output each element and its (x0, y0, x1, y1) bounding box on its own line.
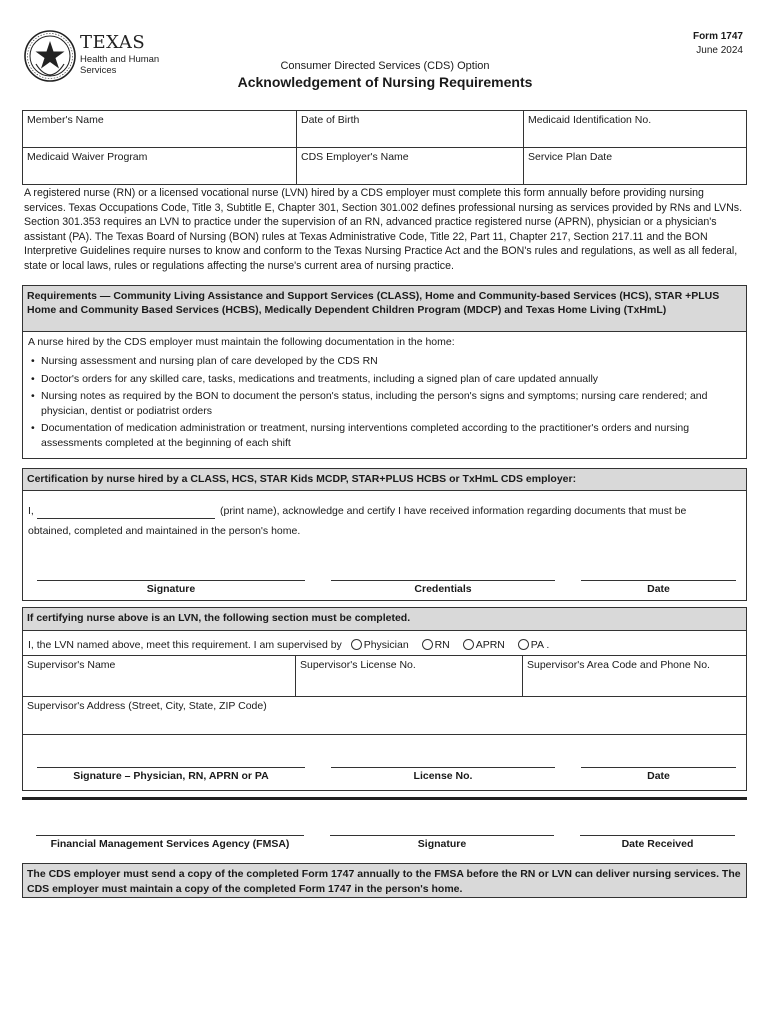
supervisor-license-line[interactable]: License No. (331, 767, 555, 782)
member-name-field[interactable] (23, 111, 297, 147)
supervisor-phone-label: Supervisor's Area Code and Phone No. (527, 659, 710, 671)
supervisor-name-field[interactable] (23, 656, 296, 696)
title-block (0, 60, 770, 90)
radio-rn[interactable] (422, 639, 433, 650)
form-date: June 2024 (696, 44, 743, 56)
lvn-body (22, 631, 747, 791)
nurse-signature-line[interactable]: Signature (37, 580, 305, 595)
dob-field[interactable] (297, 111, 524, 147)
fmsa-agency-line[interactable]: Financial Management Services Agency (FMSA) (36, 835, 304, 850)
supervisor-license-label: Supervisor's License No. (300, 659, 416, 671)
service-plan-date-label: Service Plan Date (528, 151, 613, 163)
supervisor-date-line[interactable]: Date (581, 767, 736, 782)
logo-subtitle-2: Services (80, 64, 117, 76)
radio-pa[interactable] (518, 639, 529, 650)
waiver-program-field[interactable] (23, 148, 297, 184)
intro-paragraph: A registered nurse (RN) or a licensed vocational nurse (LVN) hired by a CDS employer must complete this form annually before providing nursing services. Texas Occupations Code, Title 3, Subtitle E, Chapter 301, Section 301.002 defines professional nursing as services provided by RNs and LVNs. Section 301.353 requires an LVN to practice under the supervision of an RN, advanced practice registered nurse (APRN), physician or a physician's assistant (PA). The Texas Board of Nursing (BON) rules at Texas Administrative Code, Title 22, Part 11, Chapter 217, Section 217.11 and the BON Interpretive Guidelines require nurses to know and conform to the Texas Nursing Practice Act and the BON's rules and regulations, as well as all federal, state or local laws, rules or regulations affecting the nurse's current area of nursing practice. (24, 187, 743, 272)
lvn-statement-row (28, 639, 549, 651)
dob-label: Date of Birth (301, 114, 360, 126)
supervisor-license-field[interactable] (296, 656, 523, 696)
lvn-heading: If certifying nurse above is an LVN, the following section must be completed. (22, 607, 747, 631)
supervisor-name-label: Supervisor's Name (27, 659, 116, 671)
member-info-row-1 (22, 110, 747, 148)
section-divider (22, 797, 747, 800)
supervisor-address-field[interactable] (23, 697, 746, 735)
form-subtitle: Consumer Directed Services (CDS) Option (280, 60, 490, 72)
medicaid-id-field[interactable] (524, 111, 746, 147)
member-name-label: Member's Name (27, 114, 104, 126)
fmsa-signature-line[interactable]: Signature (330, 835, 554, 850)
page-title: Acknowledgement of Nursing Requirements (237, 74, 533, 90)
service-plan-date-field[interactable] (524, 148, 746, 184)
waiver-program-label: Medicaid Waiver Program (27, 151, 148, 163)
nurse-date-line[interactable]: Date (581, 580, 736, 595)
supervisor-address-label: Supervisor's Address (Street, City, State, ZIP Code) (27, 700, 267, 712)
lvn-period: . (546, 639, 550, 651)
lvn-statement: I, the LVN named above, meet this requirement. I am supervised by (28, 639, 342, 651)
requirements-heading: Requirements — Community Living Assistance and Support Services (CLASS), Home and Community-based Services (HCS), STAR +PLUS Home and Community Based Services (HCBS), Medically Dependent Children Program (MDCP) and Texas Home Living (TxHmL) (22, 285, 747, 332)
certification-heading: Certification by nurse hired by a CLASS, HCS, STAR Kids MCDP, STAR+PLUS HCBS or TxHmL CDS employer: (22, 468, 747, 491)
radio-physician[interactable] (351, 639, 362, 650)
list-item: • Nursing assessment and nursing plan of care developed by the CDS RN (31, 354, 736, 369)
radio-physician-label: Physician (363, 639, 409, 651)
employer-name-label: CDS Employer's Name (301, 151, 409, 163)
list-item: • Documentation of medication administration or treatment, nursing interventions completed according to the practitioner's orders and nursing assessments completed at the beginning of each shift (31, 421, 736, 450)
member-info-row-2 (22, 147, 747, 185)
form-number: Form 1747 (692, 31, 743, 42)
logo-texas-text: TEXAS (80, 32, 146, 53)
form-number-block (693, 30, 743, 57)
medicaid-id-label: Medicaid Identification No. (528, 114, 652, 126)
certify-line-1: (print name), acknowledge and certify I have received information regarding documents that must be (220, 505, 687, 517)
requirements-intro: A nurse hired by the CDS employer must maintain the following documentation in the home: (28, 336, 455, 348)
logo-subtitle-1: Health and Human (80, 54, 160, 65)
print-name-input[interactable] (37, 505, 215, 519)
certification-body (22, 491, 747, 601)
radio-aprn[interactable] (463, 639, 474, 650)
employer-name-field[interactable] (297, 148, 524, 184)
fmsa-date-received-line[interactable]: Date Received (580, 835, 735, 850)
supervisor-signature-line[interactable]: Signature – Physician, RN, APRN or PA (37, 767, 305, 782)
radio-rn-label: RN (434, 639, 450, 651)
list-item: • Doctor's orders for any skilled care, tasks, medications and treatments, including a signed plan of care updated annually (31, 372, 736, 387)
fmsa-notice: The CDS employer must send a copy of the completed Form 1747 annually to the FMSA before the RN or LVN can deliver nursing services. The CDS employer must maintain a copy of the completed Form 1747 in the person's home. (22, 863, 747, 898)
requirements-list (31, 354, 736, 453)
radio-aprn-label: APRN (475, 639, 505, 651)
requirements-body (22, 332, 747, 459)
supervisor-row (23, 655, 746, 697)
radio-pa-label: PA (530, 639, 544, 651)
nurse-credentials-line[interactable]: Credentials (331, 580, 555, 595)
certify-line-2: obtained, completed and maintained in the person's home. (28, 525, 301, 537)
supervisor-phone-field[interactable] (523, 656, 746, 696)
list-item: • Nursing notes as required by the BON to document the person's status, including the person's signs and symptoms; nursing care rendered; and physician, dentist or podiatrist orders (31, 389, 736, 418)
certify-i-label: I, (28, 505, 34, 517)
